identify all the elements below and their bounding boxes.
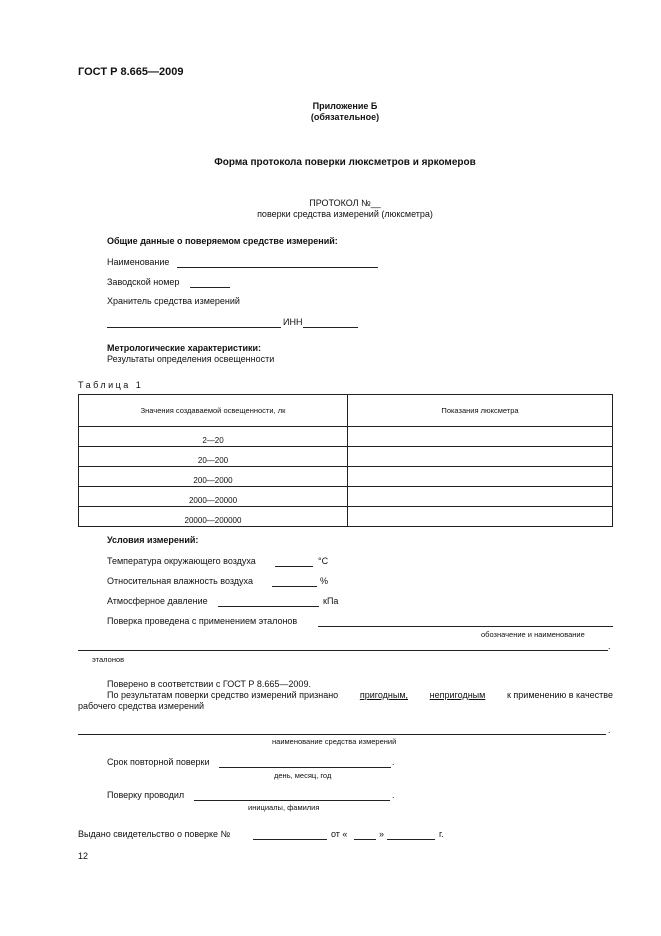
serial-number-label: Заводской номер <box>107 277 180 287</box>
standards-caption-continued: эталонов <box>92 655 125 664</box>
reading-cell[interactable] <box>348 467 613 487</box>
certificate-month-field[interactable] <box>387 839 435 840</box>
standards-label: Поверка проведена с применением эталонов <box>107 616 298 626</box>
metrology-heading: Метрологические характеристики: <box>107 343 262 353</box>
verification-result-continued: рабочего средства измерений <box>78 701 205 711</box>
standards-caption: обозначение и наименование <box>481 630 585 639</box>
table-label: Таблица 1 <box>78 380 144 390</box>
period-mark: . <box>608 641 611 651</box>
standards-field[interactable] <box>318 626 613 627</box>
certificate-year-label: г. <box>439 829 444 839</box>
standards-field-continued[interactable] <box>78 650 608 651</box>
illuminance-range: 200—2000 <box>79 467 348 487</box>
instrument-name-field[interactable] <box>78 734 606 735</box>
reading-cell[interactable] <box>348 427 613 447</box>
period-mark: . <box>392 757 395 767</box>
illuminance-range: 20—200 <box>79 447 348 467</box>
verification-standard: Поверено в соответствии с ГОСТ Р 8.665—2009. <box>107 679 311 689</box>
inn-field[interactable] <box>303 327 358 328</box>
pressure-label: Атмосферное давление <box>107 596 208 606</box>
table-row <box>79 447 613 467</box>
protocol-title: ПРОТОКОЛ №__ <box>309 198 381 208</box>
reading-cell[interactable] <box>348 487 613 507</box>
inspector-caption: инициалы, фамилия <box>248 803 320 812</box>
appendix-status: (обязательное) <box>310 112 380 122</box>
form-title: Форма протокола поверки люксметров и яркомеров <box>214 157 476 168</box>
table-row <box>79 427 613 447</box>
owner-field[interactable] <box>107 327 281 328</box>
general-heading: Общие данные о поверяемом средстве измерений: <box>107 236 338 246</box>
temperature-field[interactable] <box>275 566 313 567</box>
certificate-from-label: от « <box>331 829 348 839</box>
illuminance-range: 20000—200000 <box>79 507 348 527</box>
name-field[interactable] <box>177 267 378 268</box>
unfit-option[interactable]: непригодным <box>429 690 486 700</box>
table-header-readings: Показания люксметра <box>348 395 613 427</box>
certificate-number-field[interactable] <box>253 839 327 840</box>
name-label: Наименование <box>107 257 170 267</box>
appendix-title: Приложение Б <box>312 101 378 111</box>
owner-label: Хранитель средства измерений <box>107 296 240 306</box>
table-row <box>79 467 613 487</box>
table-row <box>79 507 613 527</box>
metrology-subheading: Результаты определения освещенности <box>107 354 275 364</box>
reading-cell[interactable] <box>348 507 613 527</box>
pressure-unit: кПа <box>323 596 339 606</box>
serial-number-field[interactable] <box>190 287 230 288</box>
pressure-field[interactable] <box>218 606 319 607</box>
humidity-field[interactable] <box>272 586 317 587</box>
illuminance-table <box>78 394 613 527</box>
verification-result-end: к применению в качестве <box>506 690 613 700</box>
page-number: 12 <box>78 851 89 861</box>
illuminance-range: 2—20 <box>79 427 348 447</box>
reading-cell[interactable] <box>348 447 613 467</box>
temperature-label: Температура окружающего воздуха <box>107 556 256 566</box>
period-mark: . <box>392 790 395 800</box>
humidity-label: Относительная влажность воздуха <box>107 576 253 586</box>
verification-result-line <box>107 690 613 700</box>
inspector-label: Поверку проводил <box>107 790 185 800</box>
inn-label: ИНН <box>283 317 303 327</box>
verification-result-start: По результатам поверки средство измерений признано <box>107 690 339 700</box>
certificate-label: Выдано свидетельство о поверке № <box>78 829 231 839</box>
next-check-caption: день, месяц, год <box>274 771 332 780</box>
next-check-field[interactable] <box>219 767 391 768</box>
certificate-day-field[interactable] <box>354 839 376 840</box>
humidity-unit: % <box>320 576 329 586</box>
inspector-field[interactable] <box>194 800 390 801</box>
document-code: ГОСТ Р 8.665—2009 <box>78 66 184 78</box>
table-row <box>79 487 613 507</box>
protocol-subtitle: поверки средства измерений (люксметра) <box>257 209 433 219</box>
illuminance-range: 2000—20000 <box>79 487 348 507</box>
table-header-illuminance: Значения создаваемой освещенности, лк <box>79 395 348 427</box>
next-check-label: Срок повторной поверки <box>107 757 210 767</box>
instrument-name-caption: наименование средства измерений <box>272 737 397 746</box>
period-mark: . <box>608 725 611 735</box>
fit-option[interactable]: пригодным, <box>359 690 409 700</box>
certificate-close-quote: » <box>379 829 385 839</box>
temperature-unit: °С <box>318 556 329 566</box>
conditions-heading: Условия измерений: <box>107 535 199 545</box>
